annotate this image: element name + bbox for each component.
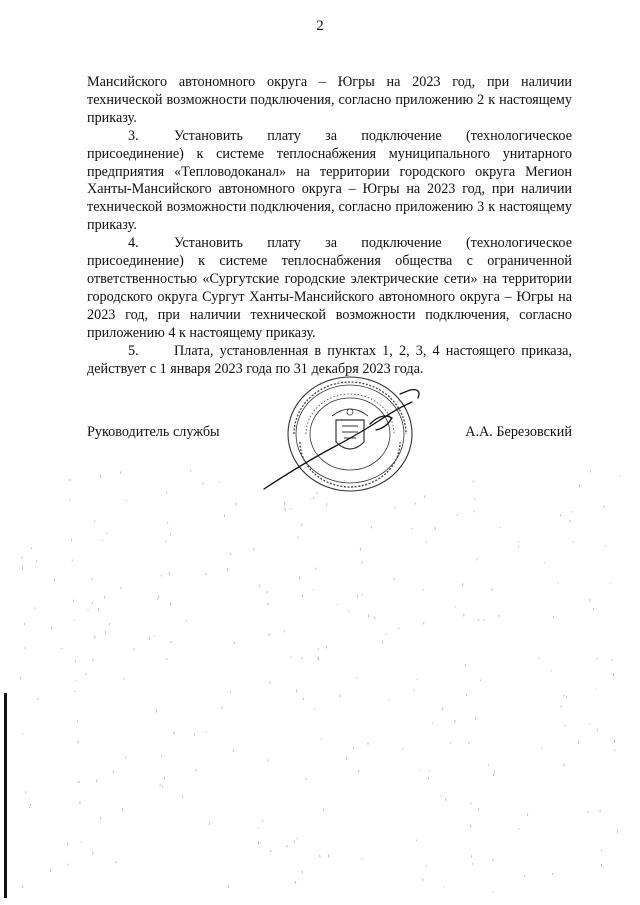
scan-speck: [318, 657, 319, 660]
scan-speck: [617, 831, 618, 834]
scan-speck: [259, 585, 260, 587]
scan-speck: [302, 871, 303, 874]
scan-speck: [93, 659, 94, 662]
scan-speck: [566, 696, 567, 698]
scan-speck: [328, 855, 329, 858]
scan-speck: [423, 589, 424, 590]
scan-speck: [156, 710, 157, 712]
scan-speck: [600, 809, 601, 812]
scan-speck: [445, 798, 446, 801]
scan-speck: [30, 804, 31, 806]
scan-speck: [428, 777, 429, 780]
scan-speck: [253, 548, 254, 550]
scan-speck: [174, 733, 175, 734]
scan-speck: [484, 620, 485, 622]
scan-speck: [470, 803, 471, 805]
scan-speck: [493, 773, 494, 776]
scan-speck: [230, 692, 231, 693]
scan-speck: [472, 863, 473, 865]
scan-speck: [605, 546, 606, 547]
scan-speck: [298, 537, 299, 539]
scan-speck: [94, 520, 95, 521]
scan-speck: [457, 514, 458, 516]
scan-speck: [465, 664, 466, 666]
scan-speck: [619, 476, 620, 477]
scan-speck: [77, 721, 78, 723]
scan-speck: [25, 647, 26, 649]
scan-speck: [126, 500, 127, 501]
scan-speck: [527, 814, 528, 817]
scan-speck: [236, 503, 237, 506]
scan-speck: [337, 604, 338, 605]
scan-speck: [313, 497, 314, 499]
scan-speck: [613, 673, 614, 676]
paragraph-number: 4.: [128, 235, 139, 252]
scan-speck: [478, 808, 479, 810]
scan-speck: [518, 542, 519, 543]
scan-speck: [518, 546, 519, 548]
scan-speck: [120, 471, 121, 474]
scan-speck: [319, 855, 320, 857]
scan-speck: [588, 811, 589, 813]
scan-speck: [578, 741, 579, 744]
scan-speck: [109, 623, 110, 625]
scan-speck: [230, 553, 231, 555]
scan-speck: [72, 560, 73, 561]
scan-speck: [170, 641, 171, 643]
scan-speck: [166, 541, 167, 542]
scan-speck: [170, 533, 171, 535]
scan-speck: [552, 873, 553, 875]
scan-speck: [76, 680, 77, 681]
scan-speck: [426, 542, 427, 543]
scan-speck: [267, 591, 268, 594]
scan-speck: [310, 498, 311, 499]
scan-speck: [67, 844, 68, 846]
scan-speck: [267, 759, 268, 761]
scan-speck: [596, 689, 597, 690]
scan-speck: [593, 608, 594, 610]
scan-speck: [73, 600, 74, 602]
scan-speck: [290, 508, 291, 509]
scan-speck: [492, 589, 493, 591]
scan-speck: [538, 658, 539, 659]
scan-speck: [105, 631, 106, 634]
scan-speck: [541, 748, 542, 749]
scan-speck: [77, 781, 78, 782]
scan-speck: [169, 572, 170, 575]
scan-edge-mark: [4, 693, 7, 898]
scan-speck: [362, 594, 363, 595]
scan-speck: [353, 747, 354, 749]
scan-speck: [158, 596, 159, 599]
scan-speck: [318, 648, 319, 649]
scan-speck: [468, 742, 469, 744]
scan-speck: [474, 511, 475, 513]
scan-speck: [218, 482, 219, 483]
scan-speck: [68, 864, 69, 866]
scan-speck: [74, 691, 75, 693]
scan-speck: [371, 526, 372, 528]
scan-speck: [368, 615, 369, 618]
scan-speck: [22, 557, 23, 559]
scan-speck: [315, 568, 316, 570]
scan-speck: [518, 828, 519, 829]
scan-speck: [284, 502, 285, 505]
scan-speck: [125, 757, 126, 759]
scan-speck: [122, 808, 123, 810]
scan-speck: [85, 673, 86, 675]
scan-speck: [569, 520, 570, 522]
scan-speck: [157, 598, 158, 600]
scan-speck: [37, 698, 38, 700]
scan-speck: [374, 617, 375, 619]
scan-speck: [494, 771, 495, 773]
scan-speck: [442, 708, 443, 711]
scan-speck: [382, 641, 383, 644]
scan-speck: [70, 499, 71, 500]
document-body: [87, 74, 572, 378]
scan-speck: [571, 511, 572, 512]
paragraph-number: 3.: [128, 127, 139, 144]
scan-speck: [202, 483, 203, 485]
paragraph-continuation: [87, 74, 572, 128]
scan-speck: [161, 756, 162, 757]
scan-speck: [348, 610, 349, 611]
scan-speck: [92, 852, 93, 854]
scan-speck: [524, 875, 525, 877]
scan-speck: [92, 602, 93, 604]
scan-speck: [24, 623, 25, 625]
paragraph-text: Установить плату за подключение (технологическое присоединение) к системе теплоснабжения общества с ограниченной ответственностью «Сургутские городские электрические сети» на территории городского округа Сургут Ханты-Мансийского автономного округа – Югры на 2023 год, при наличии технической возможности подключения, согласно приложению 4 к настоящему приказу.: [87, 235, 572, 341]
scan-speck: [206, 732, 207, 733]
scan-speck: [227, 569, 228, 572]
scan-speck: [167, 522, 168, 524]
scan-speck: [209, 822, 210, 825]
scan-speck: [100, 475, 101, 478]
scan-speck: [78, 741, 79, 744]
scan-speck: [270, 850, 271, 852]
scan-speck: [558, 582, 559, 583]
scan-speck: [290, 657, 291, 659]
scan-speck: [258, 827, 259, 828]
official-seal-stamp: [262, 372, 432, 497]
scan-speck: [268, 603, 269, 606]
scan-speck: [262, 820, 263, 822]
scan-speck: [564, 695, 565, 697]
scan-speck: [417, 679, 418, 680]
scan-speck: [286, 845, 287, 847]
scan-speck: [356, 677, 357, 678]
scan-speck: [295, 881, 296, 884]
scan-speck: [443, 886, 444, 887]
scan-speck: [579, 484, 580, 487]
scan-speck: [106, 533, 107, 535]
scan-speck: [61, 648, 62, 649]
scan-speck: [301, 523, 302, 526]
scan-speck: [22, 886, 23, 888]
scan-speck: [414, 690, 415, 691]
scan-speck: [221, 707, 222, 709]
scan-speck: [597, 729, 598, 731]
scan-speck: [205, 573, 206, 575]
scan-speck: [116, 861, 117, 863]
scan-speck: [326, 503, 327, 505]
scan-speck: [551, 670, 552, 672]
scan-speck: [590, 471, 591, 473]
scan-speck: [269, 633, 270, 636]
scan-speck: [362, 562, 363, 564]
scan-speck: [402, 748, 403, 749]
page-number: 2: [316, 18, 324, 34]
scan-speck: [471, 855, 472, 857]
scan-speck: [455, 606, 456, 607]
scan-speck: [102, 540, 103, 541]
scan-speck: [498, 615, 499, 617]
scan-speck: [294, 841, 295, 843]
scan-speck: [35, 608, 36, 610]
scan-speck: [614, 750, 615, 751]
scan-speck: [368, 743, 369, 745]
scan-speck: [454, 720, 455, 723]
scan-speck: [429, 771, 430, 772]
scan-speck: [357, 596, 358, 599]
scan-speck: [285, 508, 286, 511]
scan-speck: [340, 694, 341, 697]
scan-speck: [462, 583, 463, 586]
scan-speck: [81, 841, 82, 842]
scan-speck: [299, 577, 300, 580]
scan-speck: [544, 562, 545, 563]
scan-speck: [25, 791, 26, 793]
scan-speck: [565, 725, 566, 727]
scan-speck: [492, 859, 493, 861]
scan-speck: [79, 781, 80, 783]
scan-speck: [314, 708, 315, 709]
scan-speck: [473, 481, 474, 483]
scan-speck: [394, 507, 395, 509]
scan-speck: [190, 470, 191, 472]
scan-speck: [296, 838, 297, 839]
scan-speck: [258, 842, 259, 845]
scan-speck: [74, 620, 75, 621]
scan-speck: [134, 648, 135, 650]
scan-speck: [470, 825, 471, 828]
scan-speck: [423, 622, 424, 625]
scan-speck: [302, 594, 303, 597]
scan-speck: [323, 809, 324, 811]
scan-speck: [69, 479, 70, 481]
scan-speck: [412, 528, 413, 529]
scan-speck: [71, 539, 72, 541]
scan-speck: [305, 778, 306, 780]
scan-speck: [166, 658, 167, 660]
scan-speck: [164, 777, 165, 779]
scan-speck: [296, 690, 297, 693]
scan-speck: [92, 578, 93, 580]
scan-speck: [149, 637, 150, 639]
scan-speck: [601, 864, 602, 867]
scan-speck: [173, 732, 174, 734]
scan-speck: [389, 700, 390, 701]
scan-speck: [269, 682, 270, 684]
scan-speck: [589, 723, 590, 724]
scan-speck: [553, 616, 554, 618]
scan-speck: [596, 658, 597, 659]
scan-speck: [75, 660, 76, 662]
paragraph-item-3: [87, 128, 572, 235]
scan-speck: [416, 840, 417, 842]
scan-speck: [284, 630, 285, 632]
scan-speck: [393, 578, 394, 580]
scan-speck: [195, 769, 196, 771]
scan-speck: [561, 706, 562, 708]
scan-speck: [234, 642, 235, 644]
scan-speck: [51, 627, 52, 629]
scan-speck: [450, 742, 451, 744]
scan-speck: [362, 858, 363, 859]
scan-speck: [98, 608, 99, 610]
scan-speck: [475, 718, 476, 721]
scan-speck: [224, 515, 225, 517]
scan-speck: [493, 891, 494, 892]
scan-speck: [466, 694, 467, 696]
scan-speck: [463, 614, 464, 617]
scan-speck: [161, 575, 162, 577]
scan-speck: [228, 885, 229, 888]
scan-speck: [186, 620, 187, 622]
scan-speck: [415, 503, 416, 505]
scan-speck: [94, 636, 95, 639]
scan-speck: [123, 678, 124, 680]
scan-speck: [162, 786, 163, 787]
scan-speck: [480, 680, 481, 682]
scan-speck: [170, 602, 171, 605]
scan-speck: [22, 733, 23, 734]
paragraph-text: Плата, установленная в пунктах 1, 2, 3, 4 настоящего приказа, действует с 1 января 2023 года по 31 декабря 2023 года.: [87, 342, 572, 377]
scan-speck: [420, 769, 421, 770]
scan-speck: [572, 541, 573, 542]
scan-speck: [360, 548, 361, 551]
paragraph-item-4: [87, 235, 572, 342]
scan-speck: [160, 785, 161, 787]
scan-speck: [313, 589, 314, 590]
scan-speck: [233, 750, 234, 752]
scan-speck: [166, 492, 167, 494]
scan-speck: [422, 878, 423, 881]
scan-speck: [560, 515, 561, 517]
scan-speck: [500, 527, 501, 528]
scan-speck: [432, 723, 433, 724]
signatory-title: Руководитель службы: [87, 424, 220, 440]
scan-speck: [346, 758, 347, 760]
scan-speck: [488, 765, 489, 766]
scan-speck: [564, 764, 565, 767]
scan-speck: [302, 657, 303, 659]
scan-speck: [610, 583, 611, 584]
scan-speck: [478, 619, 479, 621]
scan-speck: [358, 770, 359, 772]
scan-speck: [398, 628, 399, 630]
scan-speck: [476, 559, 477, 561]
signatory-name: А.А. Березовский: [465, 424, 572, 440]
scan-speck: [614, 740, 615, 743]
scan-speck: [22, 567, 23, 570]
scan-speck: [113, 771, 114, 773]
scan-speck: [321, 739, 322, 740]
scan-speck: [88, 610, 89, 611]
scan-speck: [474, 498, 475, 500]
scan-speck: [54, 579, 55, 581]
scan-speck: [182, 796, 183, 799]
scan-speck: [601, 850, 602, 852]
scan-speck: [100, 817, 101, 819]
scan-speck: [604, 505, 605, 508]
scan-speck: [31, 548, 32, 550]
scan-speck: [303, 698, 304, 700]
scan-speck: [590, 599, 591, 602]
scan-speck: [154, 636, 155, 637]
scan-speck: [29, 806, 30, 807]
scan-speck: [326, 646, 327, 649]
scan-speck: [96, 780, 97, 783]
scan-speck: [426, 865, 427, 866]
scan-speck: [611, 659, 612, 661]
paragraph-number: 5.: [128, 342, 139, 359]
paragraph-text: Установить плату за подключение (технологическое присоединение) к системе теплоснабжения муниципального унитарного предприятия «Тепловодоканал» на территории городского округа Мегион Ханты-Мансийского автономного округа – Югры на 2023 год, при наличии технической возможности подключения, согласно приложению 3 к настоящему приказу.: [87, 127, 572, 234]
scan-speck: [435, 527, 436, 530]
scan-speck: [194, 733, 195, 735]
scan-speck: [104, 596, 105, 598]
scan-speck: [36, 560, 37, 562]
scan-speck: [20, 677, 21, 679]
scan-speck: [50, 869, 51, 872]
paragraph-text: Мансийского автономного округа – Югры на 2023 год, при наличии технической возможности подключения, согласно приложению 2 к настоящему приказу.: [87, 74, 572, 126]
scan-speck: [318, 658, 319, 660]
scan-speck: [386, 633, 387, 634]
scan-speck: [79, 801, 80, 804]
scan-speck: [441, 796, 442, 797]
scan-speck: [120, 587, 121, 589]
